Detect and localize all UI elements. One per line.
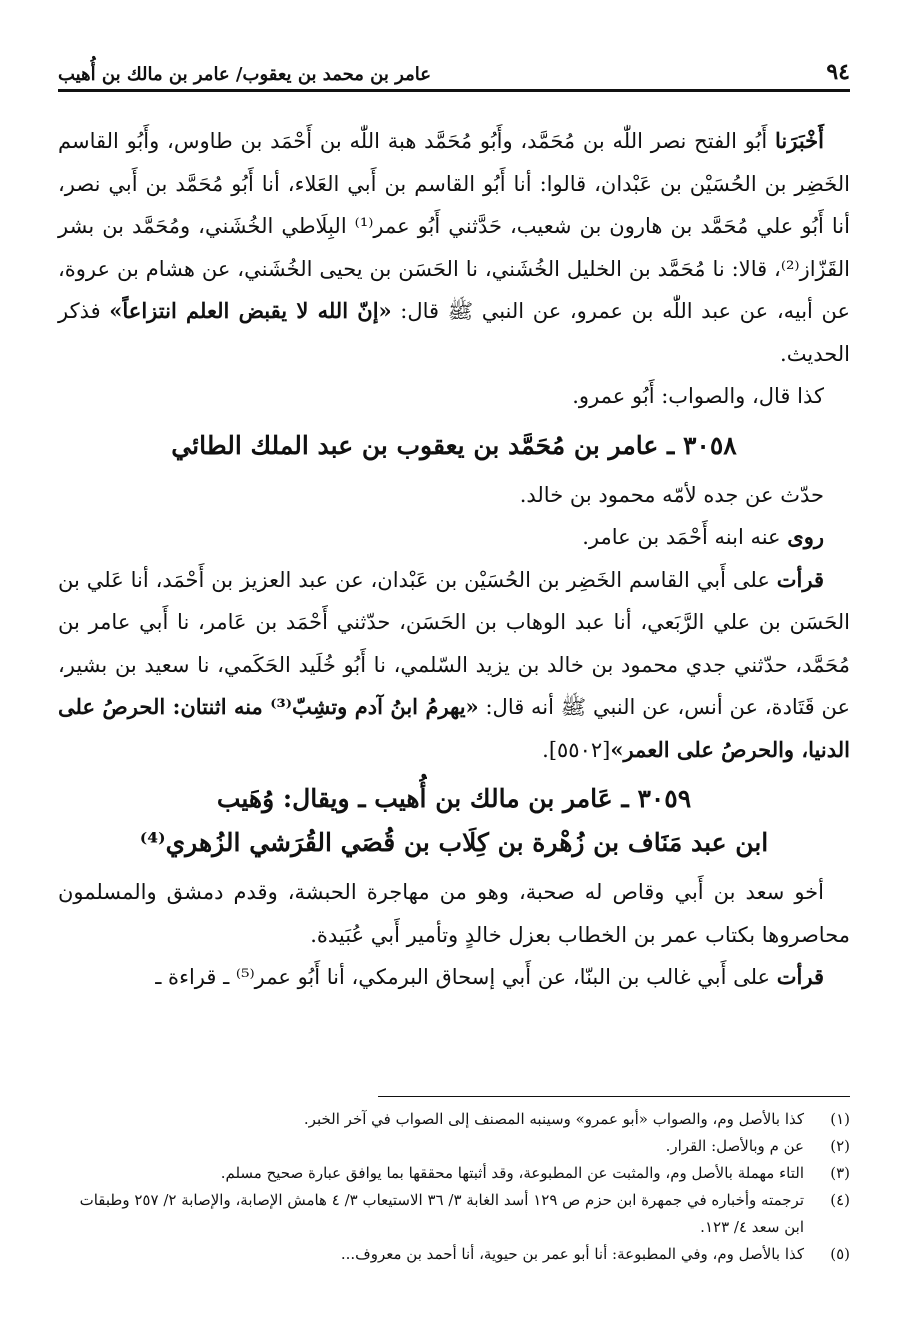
paragraph-isnad-1 (58, 120, 850, 375)
paragraph-text: على أَبي غالب بن البنّا، عن أَبي إسحاق البرمكي، أنا أَبُو عمر⁽⁵⁾ ـ قراءة ـ (155, 965, 777, 989)
hadith-quote: «إنّ الله لا يقبض العلم انتزاعاً» (109, 298, 392, 323)
footnote-item (58, 1241, 850, 1268)
footnote-item (58, 1106, 850, 1133)
footnote-text: كذا بالأصل وم، وفي المطبوعة: أنا أبو عمر بن حيوية، أنا أحمد بن معروف... (340, 1245, 804, 1263)
lead-word: قرأت (776, 566, 824, 592)
lead-word: أَخْبَرَنا (775, 128, 824, 153)
paragraph-narration-note: حدّث عن جده لأمّه محمود بن خالد. (519, 482, 824, 507)
footnote-number: (٤) (830, 1191, 850, 1209)
entry-heading-3058: ٣٠٥٨ ـ عامر بن مُحَمَّد بن يعقوب بن عبد الملك الطائي (171, 430, 737, 460)
main-text (58, 120, 850, 999)
paragraph-biography: أخو سعد بن أَبي وقاص له صحبة، وهو من مهاجرة الحبشة، وقدم دمشق والمسلمون محاصروها بكتاب عمر بن الخطاب بعزل خالدٍ وتأمير أَبي عُبَيدة. (58, 880, 850, 947)
footnote-divider (378, 1096, 850, 1097)
hadith-quote: «يهرمُ ابنُ آدم وتشِبّ⁽³⁾ منه اثنتان: الحرصُ على الدنيا، والحرصُ على العمر» (58, 694, 850, 762)
running-title: عامر بن محمد بن يعقوب/ عامر بن مالك بن أُهيب (58, 64, 431, 85)
paragraph-narrated-by (58, 516, 850, 559)
footnote-text: ترجمته وأخباره في جمهرة ابن حزم ص ١٢٩ أسد الغابة ٣/ ٣٦ الاستيعاب ٣/ ٤ هامش الإصابة، والإصابة ٢/ ٢٥٧ وطبقات ابن سعد ٤/ ١٢٣. (79, 1191, 804, 1236)
lead-word: قرأت (776, 964, 824, 989)
paragraph-isnad-3 (58, 956, 850, 999)
footnote-number: (٥) (830, 1245, 850, 1263)
footnote-number: (٣) (830, 1164, 850, 1182)
lead-word: روى (787, 524, 824, 549)
heading-line-1: ٣٠٥٩ ـ عَامر بن مالك بن أُهيب ـ ويقال: وُهَيب (216, 784, 692, 813)
page-header (58, 52, 850, 92)
footnote-item (58, 1187, 850, 1241)
paragraph-text: أَبُو الفتح نصر اللّٰه بن مُحَمَّد، وأَبُو مُحَمَّد هبة اللّٰه بن أَحْمَد بن طاوس، وأَبُو القاسم الخَضِر بن الحُسَيْن بن عَبْدان، قالوا: أنا أَبُو القاسم بن أَبي العَلاء، أنا أَبُو مُحَمَّد بن أَبي نصر، أنا أَبُو علي مُحَمَّد بن هارون بن شعيب، حَدَّثني أَبُو عمر⁽¹⁾ البِلَاطي الخُشَني، ومُحَمَّد بن بشر القَزّاز⁽²⁾، قالا: نا مُحَمَّد بن الخليل الخُشَني، نا الحَسَن بن يحيى الخُشَني، عن هشام بن عروة، عن أبيه، عن عبد اللّٰه بن عمرو، عن النبي ﷺ قال: (58, 129, 851, 323)
footnote-text: التاء مهملة بالأصل وم، والمثبت عن المطبوعة، وقد أثبتها محققها بما يوافق عبارة صحيح مسلم. (220, 1164, 804, 1182)
heading-line-2: ابن عبد مَنَاف بن زُهْرة بن كِلَاب بن قُصَي القُرَشي الزُهري⁽⁴⁾ (139, 828, 769, 857)
footnote-text: عن م وبالأصل: القرار. (665, 1137, 804, 1155)
page-number: ٩٤ (826, 59, 850, 85)
paragraph-text: على أَبي القاسم الخَضِر بن الحُسَيْن بن عَبْدان، عن عبد العزيز بن أَحْمَد، أنا عَلي بن الحَسَن بن علي الرَّبَعي، أنا عبد الوهاب بن الحَسَن، حدّثني أَحْمَد بن عَامر، نا أَبي عامر بن مُحَمَّد، حدّثني جدي محمود بن خالد بن يزيد السّلمي، نا أَبُو خُلَيد الحَكَمي، نا سعيد بن بشير، عن قَتَادة، عن أنس، عن النبي ﷺ أنه قال: (58, 567, 850, 719)
entry-heading-3059 (58, 777, 850, 865)
footnote-number: (٢) (830, 1137, 850, 1155)
paragraph-text: عنه ابنه أَحْمَد بن عامر. (582, 525, 788, 549)
book-page (58, 52, 850, 1302)
footnote-text: كذا بالأصل وم، والصواب «أبو عمرو» وسينبه المصنف إلى الصواب في آخر الخبر. (303, 1110, 804, 1128)
paragraph-tail: فذكر الحديث. (58, 299, 850, 366)
paragraph-isnad-2 (58, 559, 850, 772)
footnotes (58, 1106, 850, 1268)
footnote-number: (١) (830, 1110, 850, 1128)
footnote-item (58, 1133, 850, 1160)
paragraph-correction: كذا قال، والصواب: أَبُو عمرو. (572, 384, 824, 408)
hadith-number: [٥٥٠٢]. (542, 737, 611, 762)
footnote-item (58, 1160, 850, 1187)
